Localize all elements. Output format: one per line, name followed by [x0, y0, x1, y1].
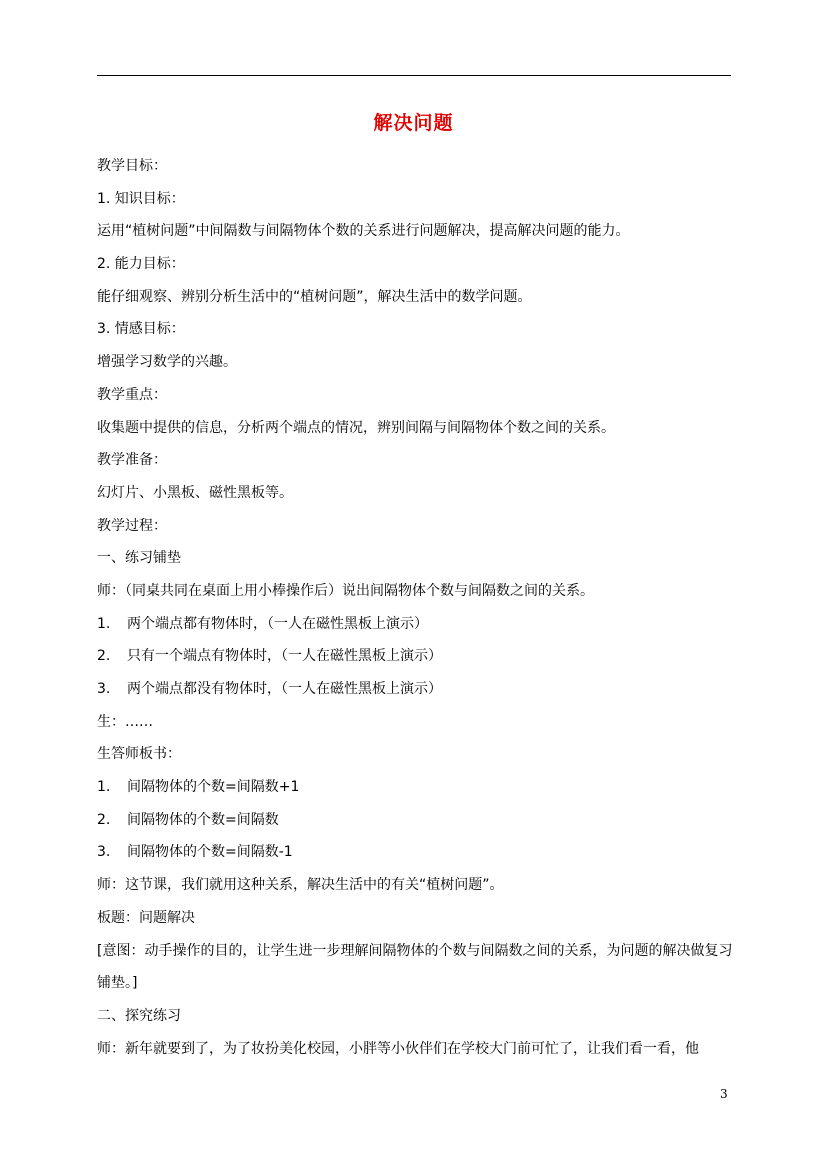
formula-number: 1.	[97, 779, 111, 796]
formula-item	[97, 804, 733, 837]
objective-emotion-label: 3. 情感目标：	[97, 321, 185, 338]
list-item	[97, 640, 733, 673]
formula-text: 间隔物体的个数=间隔数-1	[127, 844, 293, 861]
formula-text: 间隔物体的个数=间隔数+1	[127, 779, 300, 796]
formula-item	[97, 836, 733, 869]
design-intent-note: [意图：动手操作的目的，让学生进一步理解间隔物体的个数与间隔数之间的关系，为问题的解决做复习铺垫。]	[97, 942, 733, 992]
list-item	[97, 673, 733, 706]
header-rule	[97, 75, 731, 76]
objective-knowledge-text: 运用“植树问题”中间隔数与间隔物体个数的关系进行问题解决，提高解决问题的能力。	[97, 223, 630, 240]
formula-text: 间隔物体的个数=间隔数	[127, 811, 279, 828]
teacher-intro-line: 师：新年就要到了，为了妆扮美化校园，小胖等小伙伴们在学校大门前可忙了，让我们看一看，他	[97, 1040, 699, 1057]
section-two-heading: 二、探究练习	[97, 1007, 181, 1024]
board-writing-label: 生答师板书：	[97, 746, 181, 763]
heading-key-points: 教学重点：	[97, 386, 167, 403]
objective-emotion-text: 增强学习数学的兴趣。	[97, 354, 237, 371]
list-item	[97, 608, 733, 641]
formula-number: 2.	[97, 811, 111, 828]
list-item-number: 3.	[97, 681, 111, 697]
list-item-text: 两个端点都没有物体时，（一人在磁性黑板上演示）	[127, 681, 442, 697]
document-title: 解决问题	[373, 112, 454, 134]
page-number: 3	[720, 1087, 728, 1101]
heading-preparation: 教学准备：	[97, 452, 167, 469]
student-response: 生：……	[97, 713, 153, 730]
section-one-heading: 一、练习铺垫	[97, 550, 181, 567]
list-item-text: 两个端点都有物体时，（一人在磁性黑板上演示）	[127, 615, 428, 632]
formula-number: 3.	[97, 844, 111, 861]
formula-item	[97, 771, 733, 804]
document-body	[97, 150, 733, 1065]
list-item-text: 只有一个端点有物体时，（一人在磁性黑板上演示）	[127, 648, 442, 665]
key-points-text: 收集题中提供的信息，分析两个端点的情况，辨别间隔与间隔物体个数之间的关系。	[97, 419, 615, 436]
list-item-number: 1.	[97, 615, 111, 632]
heading-process: 教学过程：	[97, 517, 167, 534]
objective-ability-text: 能仔细观察、辨别分析生活中的“植树问题”，解决生活中的数学问题。	[97, 288, 532, 305]
teacher-instruction: 师：（同桌共同在桌面上用小棒操作后）说出间隔物体个数与间隔数之间的关系。	[97, 582, 594, 599]
heading-objectives: 教学目标：	[97, 158, 167, 174]
objective-ability-label: 2. 能力目标：	[97, 256, 185, 273]
objective-knowledge-label: 1. 知识目标：	[97, 190, 185, 207]
preparation-text: 幻灯片、小黑板、磁性黑板等。	[97, 484, 293, 501]
list-item-number: 2.	[97, 648, 111, 665]
teacher-summary: 师：这节课，我们就用这种关系，解决生活中的有关“植树问题”。	[97, 877, 504, 894]
board-topic: 板题：问题解决	[97, 909, 195, 926]
